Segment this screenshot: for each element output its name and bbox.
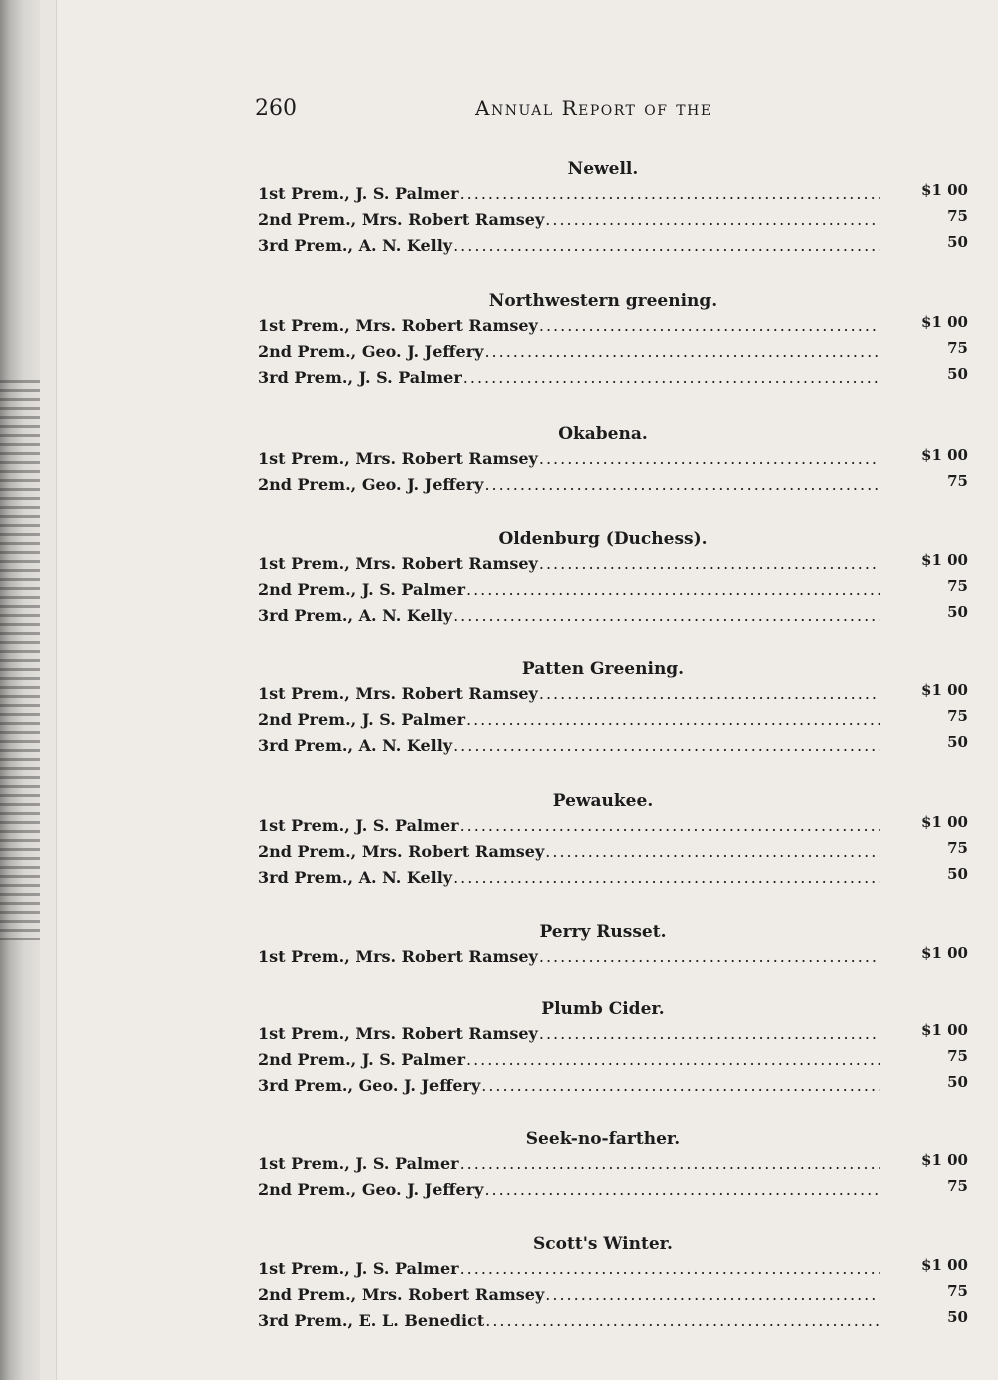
premium-entry [258, 209, 968, 235]
facing-page-print-bleed [0, 380, 40, 940]
prize-label: 2nd Prem., [258, 475, 357, 494]
variety-title: Scott's Winter. [533, 1234, 673, 1254]
dot-leader [539, 448, 880, 470]
winner-name: Geo. J. Jeffery [358, 1076, 481, 1095]
premium-section [258, 525, 968, 631]
prize-amount: $1 00 [921, 313, 968, 331]
dot-leader [466, 709, 880, 731]
prize-label: 2nd Prem., [258, 842, 357, 861]
dot-leader [466, 579, 880, 601]
variety-title: Patten Greening. [521, 659, 685, 679]
prize-label: 1st Prem., [258, 1024, 350, 1043]
premium-entry [258, 367, 968, 393]
prize-amount: $1 00 [921, 813, 968, 831]
premium-entry [258, 183, 968, 209]
prize-label: 1st Prem., [258, 316, 350, 335]
variety-title: Oldenburg (Duchess). [498, 529, 708, 549]
prize-amount: 75 [947, 339, 968, 357]
premium-entry [258, 579, 968, 605]
dot-leader [485, 1310, 880, 1332]
dot-leader [453, 735, 880, 757]
dot-leader [453, 235, 880, 257]
premium-entry [258, 735, 968, 761]
prize-amount: 75 [947, 207, 968, 225]
prize-amount: 75 [947, 577, 968, 595]
prize-amount: 75 [947, 1282, 968, 1300]
dot-leader [545, 1284, 880, 1306]
dot-leader [460, 815, 880, 837]
prize-label: 1st Prem., [258, 684, 350, 703]
winner-name: Mrs. Robert Ramsey [355, 316, 538, 335]
premium-entry [258, 709, 968, 735]
dot-leader [545, 209, 880, 231]
running-head: Annual Report of the [475, 96, 713, 120]
winner-name: Geo. J. Jeffery [361, 475, 484, 494]
premium-entry [258, 841, 968, 867]
premium-section [258, 287, 968, 393]
premium-entry [258, 867, 968, 893]
winner-name: J. S. Palmer [355, 1259, 459, 1278]
winner-name: J. S. Palmer [355, 184, 459, 203]
premium-entry [258, 605, 968, 631]
prize-label: 3rd Prem., [258, 368, 354, 387]
prize-amount: 50 [947, 365, 968, 383]
premium-entry [258, 1153, 968, 1179]
premium-entry [258, 235, 968, 261]
prize-amount: $1 00 [921, 1256, 968, 1274]
dot-leader [466, 1049, 880, 1071]
winner-name: J. S. Palmer [358, 368, 462, 387]
premium-entry [258, 1179, 968, 1205]
prize-amount: 50 [947, 1308, 968, 1326]
prize-label: 1st Prem., [258, 1259, 350, 1278]
book-binding-edge [0, 0, 40, 1380]
prize-label: 1st Prem., [258, 1154, 350, 1173]
prize-label: 3rd Prem., [258, 1076, 354, 1095]
prize-amount: $1 00 [921, 1151, 968, 1169]
premium-entry [258, 1258, 968, 1284]
prize-label: 3rd Prem., [258, 606, 354, 625]
variety-title: Newell. [567, 159, 639, 179]
prize-label: 2nd Prem., [258, 580, 357, 599]
dot-leader [484, 341, 880, 363]
premium-entry [258, 553, 968, 579]
variety-title: Perry Russet. [539, 922, 667, 942]
winner-name: Mrs. Robert Ramsey [355, 947, 538, 966]
premium-section [258, 995, 968, 1101]
premium-section [258, 1230, 968, 1336]
winner-name: J. S. Palmer [355, 816, 459, 835]
prize-amount: $1 00 [921, 1021, 968, 1039]
premium-entry [258, 448, 968, 474]
premium-entry [258, 341, 968, 367]
dot-leader [481, 1075, 880, 1097]
variety-title: Pewaukee. [552, 791, 654, 811]
prize-amount: $1 00 [921, 181, 968, 199]
prize-amount: $1 00 [921, 446, 968, 464]
winner-name: A. N. Kelly [358, 606, 453, 625]
prize-amount: 75 [947, 1047, 968, 1065]
prize-label: 1st Prem., [258, 184, 350, 203]
dot-leader [460, 183, 880, 205]
winner-name: Mrs. Robert Ramsey [355, 684, 538, 703]
prize-amount: 75 [947, 707, 968, 725]
winner-name: A. N. Kelly [358, 736, 453, 755]
prize-amount: 75 [947, 839, 968, 857]
variety-title: Northwestern greening. [488, 291, 718, 311]
premium-entry [258, 946, 968, 972]
winner-name: Mrs. Robert Ramsey [361, 210, 545, 229]
prize-label: 2nd Prem., [258, 710, 357, 729]
dot-leader [460, 1258, 880, 1280]
variety-title: Seek-no-farther. [525, 1129, 681, 1149]
premium-section [258, 655, 968, 761]
dot-leader [539, 315, 880, 337]
prize-label: 2nd Prem., [258, 1285, 357, 1304]
premium-entry [258, 315, 968, 341]
prize-label: 3rd Prem., [258, 236, 354, 255]
dot-leader [539, 683, 880, 705]
winner-name: A. N. Kelly [358, 236, 453, 255]
premium-entry [258, 1049, 968, 1075]
winner-name: Mrs. Robert Ramsey [361, 1285, 545, 1304]
premium-entry [258, 1023, 968, 1049]
prize-amount: 50 [947, 603, 968, 621]
prize-label: 3rd Prem., [258, 736, 354, 755]
prize-label: 2nd Prem., [258, 342, 357, 361]
premium-entry [258, 683, 968, 709]
prize-amount: 50 [947, 233, 968, 251]
prize-amount: 75 [947, 1177, 968, 1195]
dot-leader [453, 867, 880, 889]
winner-name: Mrs. Robert Ramsey [355, 449, 538, 468]
variety-title: Plumb Cider. [541, 999, 665, 1019]
winner-name: Mrs. Robert Ramsey [355, 1024, 538, 1043]
premium-entry [258, 474, 968, 500]
prize-amount: $1 00 [921, 551, 968, 569]
winner-name: J. S. Palmer [355, 1154, 459, 1173]
prize-amount: $1 00 [921, 681, 968, 699]
prize-label: 1st Prem., [258, 947, 350, 966]
winner-name: J. S. Palmer [361, 580, 465, 599]
premium-entry [258, 1310, 968, 1336]
winner-name: Geo. J. Jeffery [361, 342, 484, 361]
prize-label: 2nd Prem., [258, 210, 357, 229]
winner-name: E. L. Benedict [358, 1311, 485, 1330]
prize-amount: 75 [947, 472, 968, 490]
prize-label: 3rd Prem., [258, 1311, 354, 1330]
prize-label: 1st Prem., [258, 449, 350, 468]
dot-leader [539, 1023, 880, 1045]
dot-leader [460, 1153, 880, 1175]
dot-leader [484, 474, 880, 496]
prize-label: 2nd Prem., [258, 1180, 357, 1199]
premium-section [258, 1125, 968, 1205]
prize-amount: 50 [947, 865, 968, 883]
prize-amount: 50 [947, 1073, 968, 1091]
prize-amount: $1 00 [921, 944, 968, 962]
prize-amount: 50 [947, 733, 968, 751]
dot-leader [484, 1179, 880, 1201]
premium-entry [258, 1075, 968, 1101]
dot-leader [453, 605, 880, 627]
prize-label: 1st Prem., [258, 816, 350, 835]
premium-section [258, 155, 968, 261]
premium-section [258, 420, 968, 500]
dot-leader [539, 946, 880, 968]
winner-name: J. S. Palmer [361, 710, 465, 729]
premium-entry [258, 815, 968, 841]
prize-label: 2nd Prem., [258, 1050, 357, 1069]
winner-name: A. N. Kelly [358, 868, 453, 887]
dot-leader [539, 553, 880, 575]
winner-name: Mrs. Robert Ramsey [355, 554, 538, 573]
dot-leader [545, 841, 880, 863]
prize-label: 1st Prem., [258, 554, 350, 573]
premium-section [258, 787, 968, 893]
variety-title: Okabena. [558, 424, 648, 444]
dot-leader [463, 367, 880, 389]
page-number: 260 [255, 96, 297, 121]
winner-name: Mrs. Robert Ramsey [361, 842, 545, 861]
prize-label: 3rd Prem., [258, 868, 354, 887]
premium-section [258, 918, 968, 972]
page-header [255, 92, 775, 132]
premium-entry [258, 1284, 968, 1310]
winner-name: Geo. J. Jeffery [361, 1180, 484, 1199]
winner-name: J. S. Palmer [361, 1050, 465, 1069]
